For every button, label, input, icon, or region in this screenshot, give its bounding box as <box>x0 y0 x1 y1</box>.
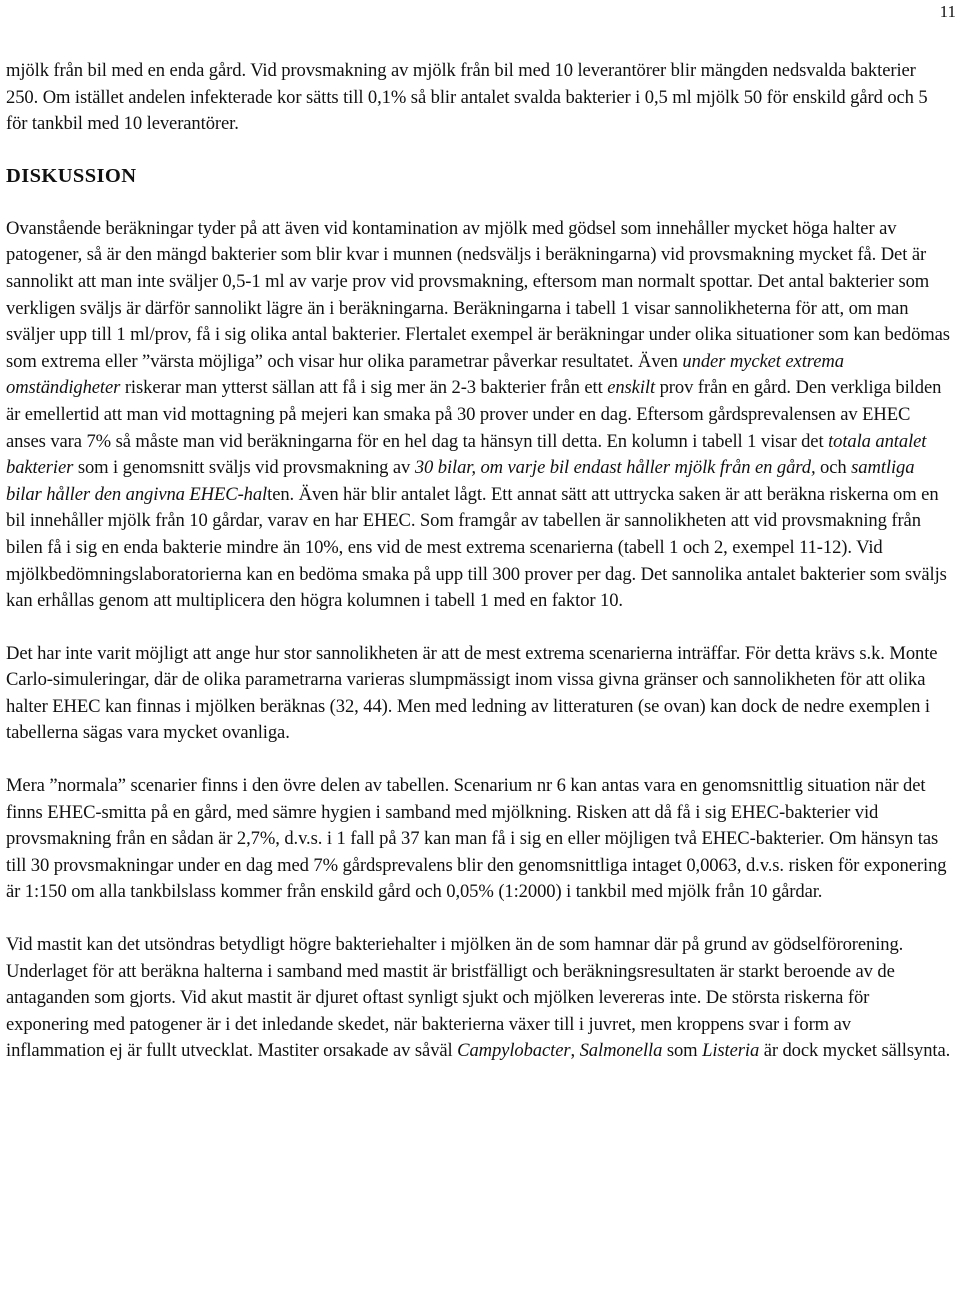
italic-run: Salmonella <box>579 1040 663 1062</box>
text-run: , <box>570 1040 580 1062</box>
intro-paragraph: mjölk från bil med en enda gård. Vid provsmakning av mjölk från bil med 10 leverantörer blir mängden nedsvalda bakterier 250. Om istället andelen infekterade kor sätts till 0,1% så blir antalet svalda bakterier i 0,5 ml mjölk 50 för enskild gård och 5 för tankbil med 10 leverantörer. <box>6 60 928 135</box>
discussion-paragraph-3: Mera ”normala” scenarier finns i den övre delen av tabellen. Scenarium nr 6 kan antas vara en genomsnittlig situation när det finns EHEC-smitta på en gård, med sämre hygien i samband med mjölkning. Risken att då få i sig EHEC-bakterier vid provsmakning från en sådan är 2,7%, d.v.s. i 1 fall på 37 kan man få i sig en eller möjligen två EHEC-bakterier. Om hänsyn tas till 30 provsmakningar under en dag med 7% gårdsprevalens blir den genomsnittliga intaget 0,0063, d.v.s. risken för exponering är 1:150 om alla tankbilslass kommer från enskild gård och 0,05% (1:2000) i tankbil med mjölk från 10 gårdar. <box>6 775 947 903</box>
text-run: riskerar man ytterst sällan att få i sig mer än 2-3 bakterier från ett <box>120 377 608 399</box>
discussion-paragraph-2: Det har inte varit möjligt att ange hur stor sannolikheten är att de mest extrema scenarierna inträffar. För detta krävs s.k. Monte Carlo-simuleringar, där de olika parametrarna varieras slumpmässigt inom vissa givna gränser och sannolikheten för att olika halter EHEC kan finnas i mjölken beräknas (32, 44). Men med ledning av litteraturen (se ovan) kan dock de nedre exemplen i tabellerna sägas vara mycket ovanliga. <box>6 642 938 744</box>
discussion-paragraph-1 <box>6 216 952 615</box>
spacer <box>6 138 952 163</box>
spacer <box>6 747 952 773</box>
page-content <box>6 58 952 1065</box>
section-heading-diskussion: DISKUSSION <box>6 164 137 187</box>
spacer <box>6 189 952 216</box>
italic-run: totala antalet bakterier <box>6 430 927 479</box>
italic-run: Campylobacter <box>457 1040 571 1062</box>
italic-run: 30 bilar, om varje bil endast håller mjölk från en gård, <box>414 457 816 479</box>
text-run: ten. Även här blir antalet lågt. Ett annat sätt att uttrycka saken är att beräkna riskerna om en bil innehåller mjölk från 10 gårdar, varav en har EHEC. Som framgår av tabellen är sannolikheten att vid provsmakning från bilen få i sig en enda bakterie mindre än 10%, ens vid de mest extrema scenarierna (tabell 1 och 2, exempel 11-12). Vid mjölkbedömningslaboratorierna kan en bedöma smaka på upp till 300 prover per dag. Det sannolika antalet bakterier som sväljs kan erhållas genom att multiplicera den högra kolumnen i tabell 1 med en faktor 10. <box>6 483 947 612</box>
italic-run: enskilt <box>607 377 656 399</box>
text-run: Ovanstående beräkningar tyder på att även vid kontamination av mjölk med gödsel som innehåller mycket höga halter av patogener, så är den mängd bakterier som blir kvar i munnen (nedsväljs i beräkningarna) vid provsmakning mycket få. Det är sannolikt att man inte sväljer 0,5-1 ml av varje prov vid provsmakning, eftersom man normalt spottar. Det antal bakterier som verkligen sväljs är därför sannolikt lägre än i beräkningarna. Beräkningarna i tabell 1 visar sannolikheterna för att, om man sväljer upp till 1 ml/prov, få i sig olika antal bakterier. Flertalet exempel är beräkningar under olika situationer som kan bedömas som extrema eller ”värsta möjliga” och visar hur olika parametrar påverkar resultatet. Även <box>6 217 950 372</box>
text-run: prov från en gård. Den verkliga bilden är emellertid att man vid mottagning på mejeri kan smaka på 30 prover under en dag. Eftersom gårdsprevalensen av EHEC anses vara 7% så måste man vid beräkningarna för en hel dag ta hänsyn till detta. En kolumn i tabell 1 visar det <box>6 377 942 452</box>
text-run: som <box>662 1040 703 1062</box>
text-run: som i genomsnitt sväljs vid provsmakning av <box>73 457 415 479</box>
spacer <box>6 906 952 932</box>
text-run: är dock mycket sällsynta. <box>759 1040 951 1062</box>
italic-run: samtliga bilar håller den angivna EHEC-hal <box>6 457 915 505</box>
italic-run: Listeria <box>702 1040 760 1062</box>
spacer <box>6 615 952 641</box>
text-run: Vid mastit kan det utsöndras betydligt högre bakteriehalter i mjölken än de som hamnar där på grund av gödselförorening. Underlaget för att beräkna halterna i samband med mastit är bristfälligt och beräkningsresultaten är starkt beroende av de antaganden som gjorts. Vid akut mastit är djuret oftast synligt sjukt och mjölken levereras inte. De största riskerna för exponering med patogener är i det inledande skedet, när bakterierna växer till i juvret, men kroppens svar i form av inflammation ej är fullt utvecklat. Mastiter orsakade av såväl <box>6 934 904 1062</box>
page-number: 11 <box>939 2 956 21</box>
italic-run: under mycket extrema omständigheter <box>6 350 844 399</box>
discussion-paragraph-4 <box>6 932 952 1065</box>
text-run: och <box>815 457 852 479</box>
